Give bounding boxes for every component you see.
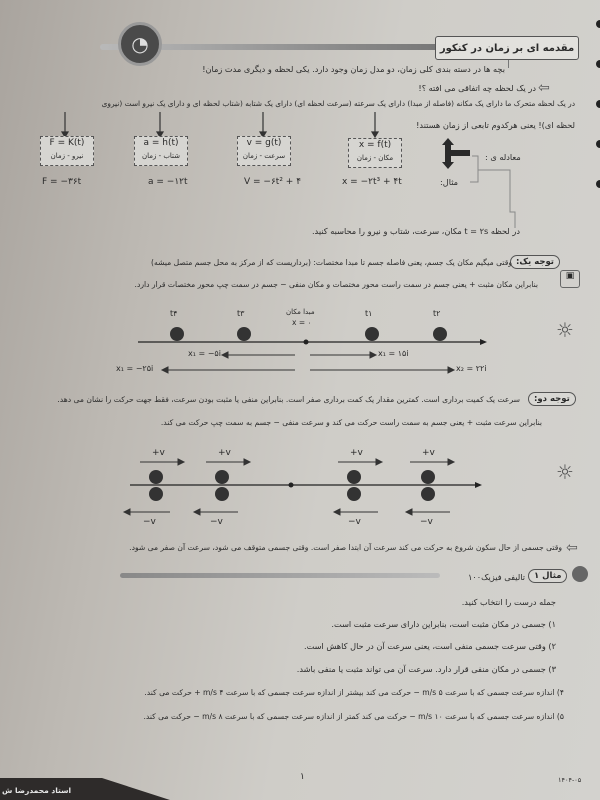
origin-value: x = ۰ — [292, 318, 312, 327]
page-number: ۱ — [300, 772, 305, 782]
body-t3 — [237, 327, 251, 341]
minus-v-label: −v — [143, 517, 156, 527]
example-acceleration: a = −۱۲t — [148, 177, 188, 187]
example1-prompt: جمله درست را انتخاب کنید. — [461, 597, 556, 607]
note1-text: وقتی میگیم مکان یک جسم، یعنی فاصله جسم تا مبدا مختصات: (برداریست که از مرکز به محل جسم متصل میشه) — [151, 258, 512, 267]
equation-label: معادله ی : — [485, 152, 521, 162]
formula-label: نیرو - زمان — [50, 152, 84, 160]
note2-line2: بنابراین سرعت مثبت + یعنی جسم به سمت راست حرکت می کند و سرعت منفی − جسم به سمت چپ حرکت می کند. — [160, 418, 542, 427]
option-4[interactable]: ۴) اندازه سرعت جسمی که با سرعت ۵ m/s − حرکت می کند بیشتر از اندازه سرعت جسمی که با سرعت ۴ m/s + حرکت می کند. — [144, 688, 564, 697]
example-bar — [120, 573, 440, 578]
intro-text: بچه ها در دسته بندی کلی زمان، دو مدل زمان وجود دارد. یکی لحظه و دیگری مدت زمان! — [202, 64, 505, 74]
section-title: مقدمه ای بر زمان در کنکور — [435, 36, 579, 60]
note2-text: سرعت یک کمیت برداری است. کمترین مقدار یک کمت برداری صفر است. بنابراین منفی یا مثبت بودن سرعت، فقط جهت حرکت را نشان می دهد. — [57, 395, 520, 404]
moment-line2: لحظه ای)! یعنی هرکدوم تابعی از زمان هستند! — [416, 120, 575, 130]
note1-label: توجه یک: — [510, 255, 560, 269]
example-force: F = −۳۶t — [42, 177, 82, 187]
footer-code: ۱۴۰۴-۰۵ — [558, 776, 582, 784]
example-label: مثال: — [440, 177, 459, 187]
minus-v-label: −v — [210, 517, 223, 527]
time-label-t3: t۳ — [237, 309, 245, 318]
body-t4 — [170, 327, 184, 341]
time-label-t2: t۲ — [433, 309, 441, 318]
function-box-velocity — [237, 136, 291, 166]
x-neg-large: x₁ = −۲۵i — [116, 364, 154, 373]
option-2[interactable]: ۲) وقتی سرعت جسمی منفی است، یعنی سرعت آن در حال کاهش است. — [303, 641, 556, 651]
x-pos-large: x₂ = ۲۲i — [456, 364, 487, 373]
rest-note: وقتی جسمی از حال سکون شروع به حرکت می کند سرعت آن ابتدا صفر است. وقتی جسمی متوقف می شود، سرعت آن صفر می شود. — [129, 543, 562, 552]
option-3[interactable]: ۳) جسمی در مکان منفی قرار دارد. سرعت آن می تواند مثبت یا منفی باشد. — [296, 664, 556, 674]
formula: x = f(t) — [358, 140, 392, 150]
minus-v-label: −v — [348, 517, 361, 527]
clock-icon: ◔ — [118, 22, 162, 66]
time-label-t4: t۴ — [170, 309, 178, 318]
plus-v-label: +v — [152, 448, 165, 458]
example1-label: مثال ۱ — [528, 569, 567, 583]
option-1[interactable]: ۱) جسمی در مکان مثبت است، بنابراین دارای سرعت مثبت است. — [331, 619, 556, 629]
moment-line1: در یک لحظه متحرک ما دارای یک مکانه (فاصله از مبدا) دارای یک سرعته (سرعت لحظه ای) دارای یک شتابه (شتاب لحظه ای و دارای یک نیرو است (نیروی — [101, 99, 575, 108]
minus-v-label: −v — [420, 517, 433, 527]
reading-icon: ▣ — [560, 270, 580, 288]
body-t2 — [433, 327, 447, 341]
lightbulb-icon: ☼ — [556, 460, 574, 484]
function-arrows — [0, 0, 600, 240]
velocity-diagram — [0, 440, 600, 535]
x-neg-small: x₁ = −۵i — [188, 349, 221, 358]
note2-label: توجه دو: — [528, 392, 576, 406]
function-box-position — [348, 138, 402, 168]
plus-v-label: +v — [218, 448, 231, 458]
example-position: x = −۲t³ + ۴t — [342, 177, 402, 187]
origin-dot — [304, 340, 309, 345]
example-velocity: V = −۶t² + ۴ — [244, 177, 302, 187]
x-pos-small: x₁ = ۱۵i — [378, 349, 409, 358]
plus-v-label: +v — [350, 448, 363, 458]
footer-author: استاد محمدرضا ش — [2, 786, 72, 795]
lightbulb-icon: ☼ — [556, 318, 574, 342]
formula-label: سرعت - زمان — [242, 152, 286, 160]
arrow-left-icon: ⇦ — [538, 80, 550, 96]
task-text: در لحظه t = ۲s مکان، سرعت، شتاب و نیرو را محاسبه کنید. — [311, 226, 520, 236]
origin-label: مبدا مکان — [286, 308, 315, 316]
example1-source: تالیفی فیزیک۱۰۰ — [467, 572, 525, 582]
plus-v-label: +v — [422, 448, 435, 458]
arrow-left-icon: ⇦ — [566, 540, 578, 556]
formula: a = h(t) — [143, 138, 179, 148]
moment-question: در یک لحظه چه اتفاقی می افته ؟! — [418, 83, 536, 93]
option-5[interactable]: ۵) اندازه سرعت جسمی که با سرعت ۱۰ m/s − حرکت می کند کمتر از اندازه سرعت جسمی که با سرعت ۸ m/s − حرکت می کند. — [143, 712, 564, 721]
function-box-force — [40, 136, 94, 166]
note1-line2: بنابراین مکان مثبت + یعنی جسم در سمت راست محور مختصات و مکان منفی − جسم در سمت چپ محور مختصات قرار دارد. — [134, 280, 538, 289]
formula-label: مکان - زمان — [356, 154, 394, 162]
formula-label: شتاب - زمان — [141, 152, 181, 160]
junction-icon — [442, 138, 470, 169]
formula: F = K(t) — [49, 138, 85, 148]
body-t1 — [365, 327, 379, 341]
time-label-t1: t۱ — [365, 309, 373, 318]
formula: v = g(t) — [246, 138, 282, 148]
gear-icon — [572, 566, 588, 582]
function-box-acceleration — [134, 136, 188, 166]
